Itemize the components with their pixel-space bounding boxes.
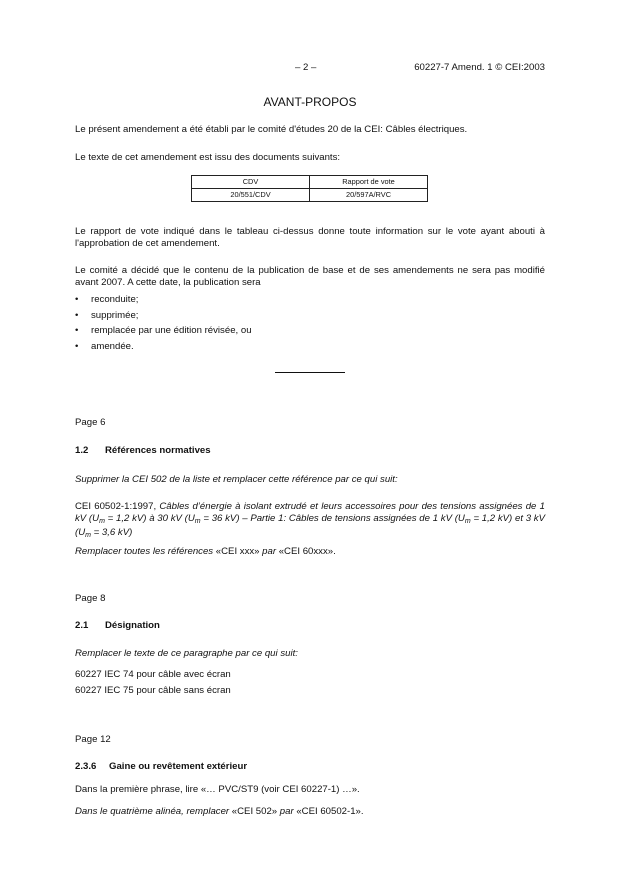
section-heading-1-2 bbox=[75, 445, 545, 457]
section-number: 2.3.6 bbox=[75, 761, 97, 772]
separator-rule bbox=[275, 372, 345, 373]
document-title: AVANT-PROPOS bbox=[263, 95, 357, 109]
replace-references-line: Remplacer toutes les références «CEI xxx» par «CEI 60xxx». bbox=[75, 546, 336, 557]
section-1-2-instruction: Supprimer la CEI 502 de la liste et remplacer cette référence par ce qui suit: bbox=[75, 474, 398, 485]
section-heading-2-1 bbox=[75, 620, 545, 632]
normative-reference-text: CEI 60502-1:1997, Câbles d’énergie à isolant extrudé et leurs accessoires pour des tensions assignées de 1 kV ($U_m = 1,2$ kV) à 30 kV ($U_m = 36$ kV) – Partie 1: Câbles de tensions assignées de 1 kV ($U_m = 1,2$ kV) et 3 kV ($U_m = 3,6$ kV) bbox=[75, 501, 546, 539]
page-reference-8: Page 8 bbox=[75, 593, 106, 604]
list-item: • remplacée par une édition révisée, ou bbox=[75, 325, 252, 336]
table-header-rapport: Rapport de vote bbox=[310, 176, 428, 189]
intro-paragraph-2: Le texte de cet amendement est issu des documents suivants: bbox=[75, 152, 341, 163]
table-header-cdv: CDV bbox=[192, 176, 310, 189]
section-number: 2.1 bbox=[75, 620, 89, 631]
table-cell-cdv: 20/551/CDV bbox=[192, 189, 310, 202]
committee-paragraph: Le comité a décidé que le contenu de la publication de base et de ses amendements ne sera pas modifié avant 2007. A cette date, la publication sera bbox=[75, 265, 545, 288]
section-number: 1.2 bbox=[75, 445, 89, 456]
designation-line-1: 60227 IEC 74 pour câble avec écran bbox=[75, 669, 231, 680]
list-item: • supprimée; bbox=[75, 309, 139, 321]
intro-paragraph-1: Le présent amendement a été établi par le comité d'études 20 de la CEI: Câbles électriques. bbox=[75, 124, 468, 135]
bullet-list bbox=[75, 294, 545, 356]
page-reference-6: Page 6 bbox=[75, 417, 106, 428]
page-reference-12: Page 12 bbox=[75, 734, 111, 745]
list-item: • amendée. bbox=[75, 340, 134, 352]
sheath-line-1: Dans la première phrase, lire «… PVC/ST9 (voir CEI 60227-1) …». bbox=[75, 784, 360, 795]
section-2-1-instruction: Remplacer le texte de ce paragraphe par ce qui suit: bbox=[75, 648, 298, 659]
page-header bbox=[75, 62, 545, 76]
section-title: Références normatives bbox=[105, 445, 211, 456]
list-item: • reconduite; bbox=[75, 294, 139, 305]
document-reference: 60227-7 Amend. 1 © CEI:2003 bbox=[414, 62, 545, 73]
bullet-icon: • bbox=[75, 325, 79, 336]
bullet-icon: • bbox=[75, 294, 79, 305]
vote-table bbox=[191, 175, 428, 202]
bullet-icon: • bbox=[75, 309, 79, 321]
vote-note-paragraph: Le rapport de vote indiqué dans le tableau ci-dessus donne toute information sur le vote ayant abouti à l'approbation de cet amendement. bbox=[75, 226, 545, 249]
page-number: – 2 – bbox=[295, 62, 317, 73]
section-heading-2-3-6 bbox=[75, 761, 545, 773]
sheath-line-2: Dans le quatrième alinéa, remplacer «CEI 502» par «CEI 60502-1». bbox=[75, 806, 364, 817]
table-row bbox=[192, 189, 428, 202]
designation-line-2: 60227 IEC 75 pour câble sans écran bbox=[75, 685, 231, 696]
section-title: Désignation bbox=[105, 620, 160, 631]
section-title: Gaine ou revêtement extérieur bbox=[109, 761, 248, 772]
table-header-row bbox=[192, 176, 428, 189]
bullet-icon: • bbox=[75, 340, 79, 352]
table-cell-rvc: 20/597A/RVC bbox=[310, 189, 428, 202]
